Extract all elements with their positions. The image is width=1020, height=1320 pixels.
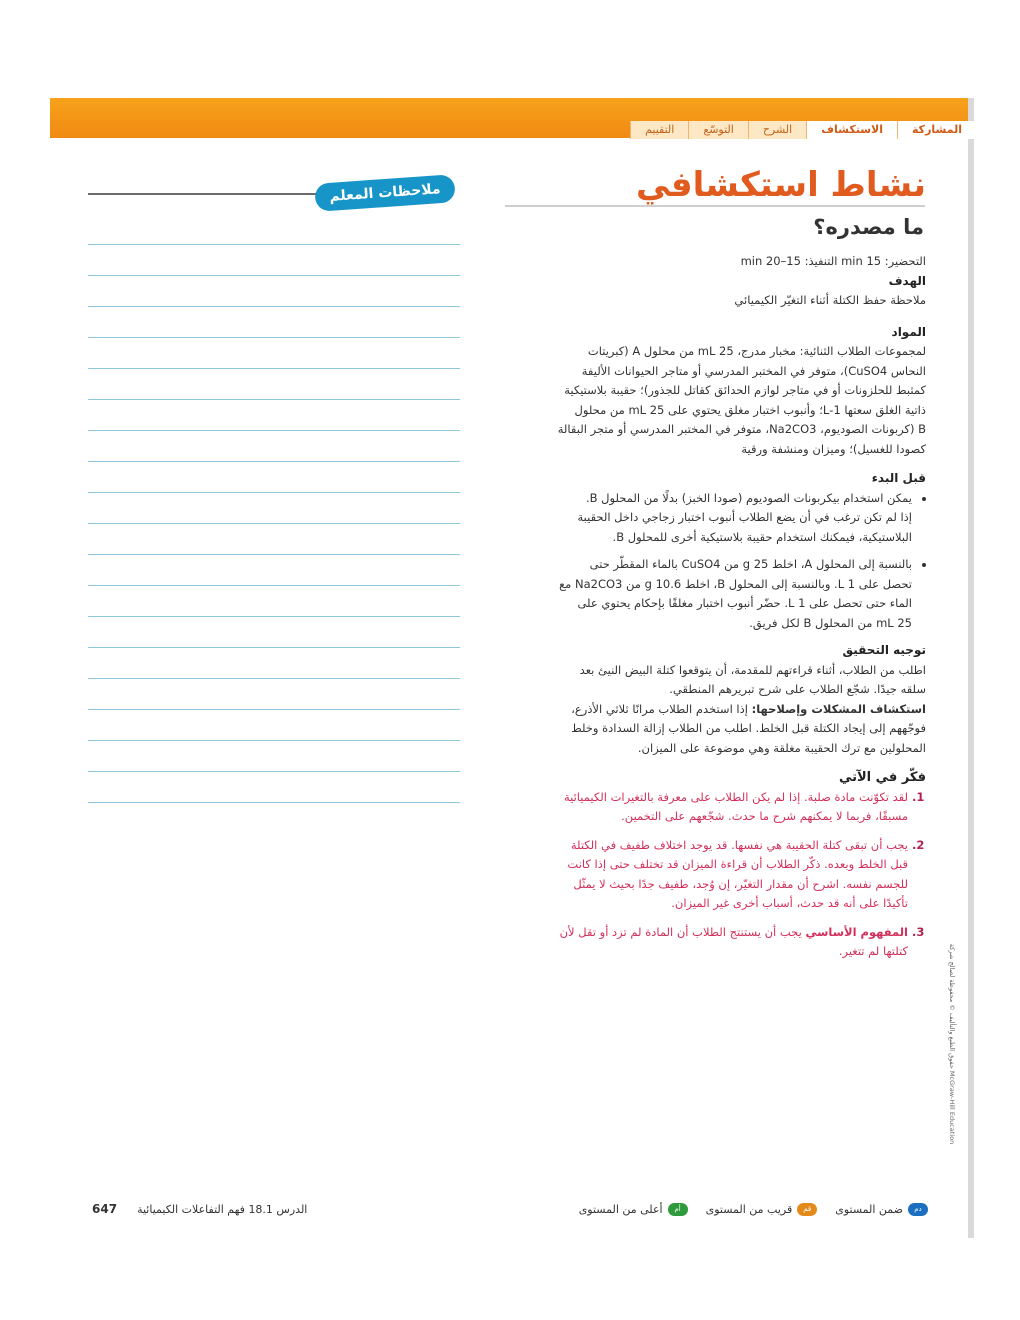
legend-item [835, 1203, 928, 1216]
answer-item [488, 836, 908, 914]
before-heading: قبل البدء [871, 471, 926, 485]
tab-evaluate[interactable]: التقييم [630, 121, 688, 139]
before-line: إذا لم تكن ترغب في أن يضع الطلاب أنبوب اختبار زجاجي داخل الحقيبة [577, 510, 912, 524]
before-line: 25 mL من المحلول B لكل فريق. [749, 615, 912, 630]
note-line [88, 461, 460, 462]
answer-line [488, 923, 908, 943]
before-line: • بالنسبة إلى المحلول A، اخلط 25 g من CuSO4 بالماء المقطّر حتى [589, 557, 912, 571]
answer-item [488, 788, 908, 827]
note-line [88, 771, 460, 772]
trouble-text: إذا استخدم الطلاب مرانًا ثلاثي الأذرع، [571, 701, 748, 716]
goal-heading: الهدف [888, 273, 926, 288]
level-badge-icon: دم [908, 1203, 928, 1216]
materials-line: كمثبط للحلزونات أو في متاجر لوازم الحدائق كقاتل للجذور)؛ حقيبة بلاستيكية [564, 383, 926, 397]
activity-subtitle: ما مصدره؟ [813, 215, 924, 239]
copyright-credit [941, 930, 956, 1160]
trouble-line [488, 700, 926, 720]
tab-engage[interactable]: المشاركة [897, 121, 976, 139]
level-badge-icon: قم [797, 1203, 817, 1216]
materials-line: لمجموعات الطلاب الثنائية: مخبار مدرج، 25 mL من محلول A (كبريتات [587, 344, 926, 358]
materials-line: B (كربونات الصوديوم، Na2CO3، متوفر في المختبر المدرسي أو متجر البقالة [557, 422, 926, 436]
trouble-line: فوجّههم إلى إيجاد الكتلة قبل الخلط. اطلب من الطلاب إزالة السدادة وخلط [571, 721, 926, 735]
notes-title-rule [88, 193, 318, 195]
copyright-text: حقوق الطبع والتأليف © محفوظة لصالح شركة McGraw-Hill Education [948, 943, 956, 1145]
tab-elaborate[interactable]: التوسّع [688, 121, 747, 139]
note-line [88, 647, 460, 648]
activity-body [488, 252, 926, 971]
legend-label: أعلى من المستوى [578, 1202, 663, 1216]
think-heading: فكّر في الآتي [838, 770, 926, 785]
trouble-heading: استكشاف المشكلات وإصلاحها: [751, 701, 926, 716]
materials-line: ذاتية الغلق سعتها 1-L؛ وأنبوب اختبار مغلق يحتوي على 25 mL من محلول [574, 402, 926, 417]
note-line [88, 368, 460, 369]
materials-heading: المواد [891, 324, 926, 339]
section-tabs [630, 121, 976, 139]
note-line [88, 492, 460, 493]
note-line [88, 585, 460, 586]
materials-line: كصودا للغسيل)؛ وميزان ومنشفة ورقية [741, 441, 926, 456]
note-line [88, 802, 460, 803]
title-divider [505, 205, 925, 207]
before-line: تحصل على 1 L. وبالنسبة إلى المحلول B، اخلط 10.6 g من Na2CO3 مع [559, 576, 912, 591]
before-line: • يمكن استخدام بيكربونات الصوديوم (صودا الخبز) بدلًا من المحلول B. [585, 490, 912, 505]
inquiry-line: اطلب من الطلاب، أثناء قراءتهم للمقدمة، أن يتوقعوا كتلة البيض النيئ بعد [579, 662, 926, 677]
level-legend [579, 1199, 928, 1219]
answer-line: 1. لقد تكوّنت مادة صلبة. إذا لم يكن الطلاب على معرفة بالتغيرات الكيميائية [563, 789, 908, 804]
answer-line: تأكيدًا على أنه قد حدث، أسباب أخرى غير الميزان. [671, 896, 908, 910]
tab-explain[interactable]: الشرح [748, 121, 806, 139]
note-line [88, 337, 460, 338]
note-line [88, 399, 460, 400]
answer-line: مسبقًا، فربما لا يمكنهم شرح ما حدث. شجّعهم على التخمين. [621, 809, 908, 823]
legend-item [579, 1203, 688, 1216]
before-line: الماء حتى تحصل على 1 L. حضّر أنبوب اختبار مغلقًا بإحكام يحتوي على [577, 596, 912, 610]
note-line [88, 678, 460, 679]
answer-line: كتلتها لم تتغير. [838, 944, 908, 958]
page-edge [968, 98, 974, 1238]
note-line [88, 306, 460, 307]
inquiry-heading: توجيه التحقيق [842, 643, 926, 657]
answer-item [488, 923, 908, 962]
note-line [88, 430, 460, 431]
note-line [88, 740, 460, 741]
note-line [88, 709, 460, 710]
answers-list [488, 788, 926, 962]
page-title: نشاط استكشافي [635, 165, 926, 205]
teacher-notes-title: ملاحظات المعلم [314, 174, 456, 212]
materials-line: النحاس CuSO4)، متوفر في المختبر المدرسي أو متاجر الحيوانات الأليفة [581, 363, 926, 378]
level-badge-icon: أم [668, 1203, 688, 1216]
legend-label: قريب من المستوى [705, 1202, 793, 1216]
legend-item [706, 1203, 818, 1216]
before-list [488, 489, 926, 634]
before-line: البلاستيكية، فيمكنك استخدام حقيبة بلاستيكية أخرى للمحلول B. [612, 529, 912, 544]
trouble-line: المحلولين مع ترك الحقيبة مغلقة وهي موضوعة على الميزان. [637, 740, 926, 755]
answer-line: قبل الخلط وبعده. ذكّر الطلاب أن قراءة الميزان قد تختلف حتى إذا كانت [567, 857, 908, 871]
note-line [88, 275, 460, 276]
list-item [488, 489, 912, 548]
lesson-label: الدرس 18.1 فهم التفاعلات الكيميائية [137, 1202, 308, 1216]
tab-explore[interactable]: الاستكشاف [806, 121, 897, 139]
page-number: 647 [92, 1202, 118, 1216]
page-footer [92, 1199, 307, 1219]
prep-time: التحضير: 15 min التنفيذ: 15–20 min [740, 254, 926, 268]
key-concept-label: المفهوم الأساسي [805, 924, 908, 939]
list-item [488, 555, 912, 633]
note-line [88, 523, 460, 524]
answer-text: يجب أن يستنتج الطلاب أن المادة لم تزد أو تقل لأن [559, 924, 806, 939]
answer-line: للجسم نفسه. اشرح أن مقدار التغيّر، إن وُجد، طفيف جدًا بحيث لا يمثّل [573, 876, 908, 891]
inquiry-line: سلقه جيدًا. شجّع الطلاب على شرح تبريرهم المنطقي. [669, 682, 926, 696]
note-line [88, 244, 460, 245]
goal-text: ملاحظة حفظ الكتلة أثناء التغيّر الكيميائي [734, 293, 926, 307]
answer-line: 2. يجب أن تبقى كتلة الحقيبة هي نفسها. قد يوجد اختلاف طفيف في الكتلة [570, 837, 908, 852]
note-line [88, 554, 460, 555]
note-line [88, 616, 460, 617]
legend-label: ضمن المستوى [835, 1202, 903, 1216]
